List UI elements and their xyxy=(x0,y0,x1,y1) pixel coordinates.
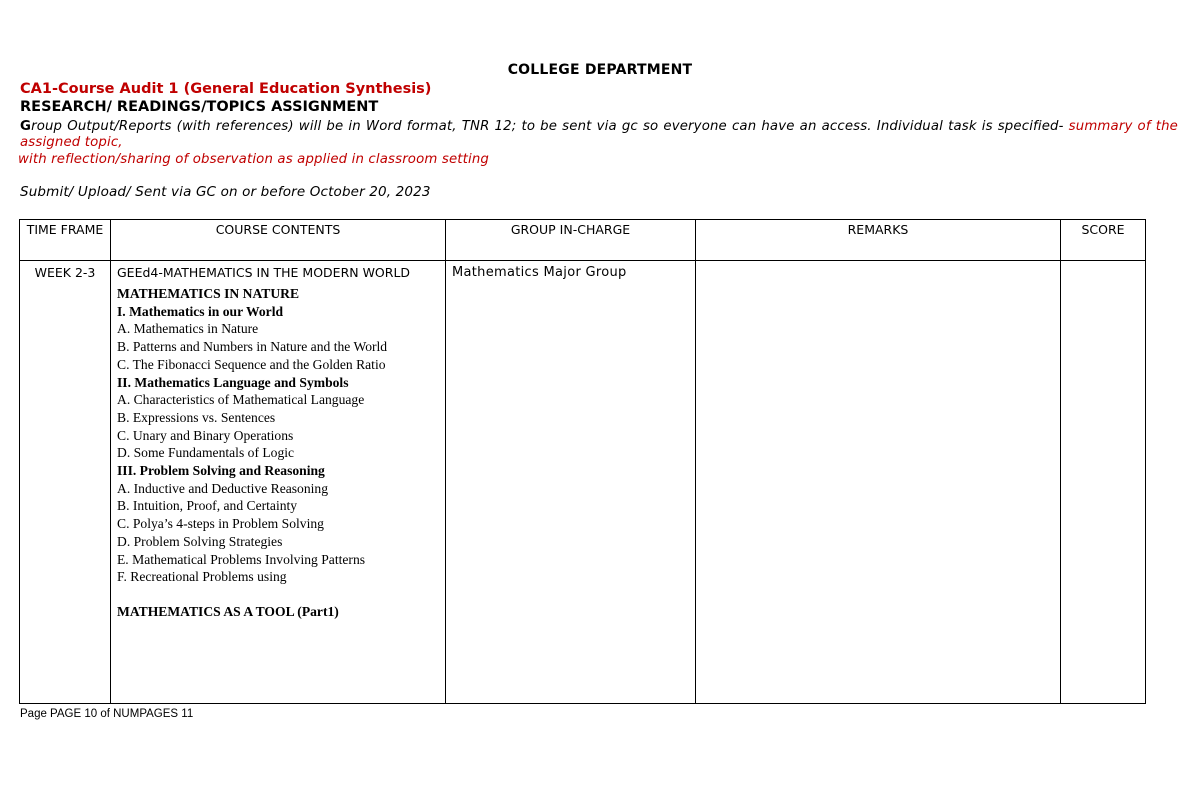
list-item: B. Expressions vs. Sentences xyxy=(117,409,276,425)
list-item: A. Inductive and Deductive Reasoning xyxy=(117,480,329,496)
department-heading: COLLEGE DEPARTMENT xyxy=(507,62,693,78)
header-course-contents xyxy=(111,220,446,261)
list-item: D. Problem Solving Strategies xyxy=(117,533,283,549)
table-row xyxy=(20,261,1146,704)
instructions-red-part1: summary of the assigned topic, xyxy=(20,119,1178,150)
list-item: E. Mathematical Problems Involving Patterns xyxy=(117,551,366,567)
course-code: GEEd4-MATHEMATICS IN THE MODERN WORLD xyxy=(117,265,411,280)
instructions-red-part2: with reflection/sharing of observation as applied in classroom setting xyxy=(18,152,490,167)
header-time-frame-label: TIME FRAME xyxy=(26,222,104,237)
header-remarks xyxy=(696,220,1061,261)
course-contents-cell xyxy=(111,261,446,704)
header-course-contents-label: COURSE CONTENTS xyxy=(215,222,341,237)
header-score xyxy=(1061,220,1146,261)
list-item: MATHEMATICS AS A TOOL (Part1) xyxy=(117,603,339,619)
score-cell xyxy=(1061,261,1146,704)
instructions-paragraph xyxy=(20,119,1178,151)
list-item: I. Mathematics in our World xyxy=(117,303,284,319)
list-item: A. Characteristics of Mathematical Language xyxy=(117,392,365,408)
assignment-table xyxy=(19,219,1146,704)
course-audit-title: CA1-Course Audit 1 (General Education Synthesis) xyxy=(20,81,432,97)
list-item: C. The Fibonacci Sequence and the Golden Ratio xyxy=(117,356,386,372)
list-item: C. Unary and Binary Operations xyxy=(117,427,294,443)
group-in-charge-cell: Mathematics Major Group xyxy=(446,261,696,704)
list-item: C. Polya’s 4-steps in Problem Solving xyxy=(117,516,324,532)
list-item: A. Mathematics in Nature xyxy=(117,321,259,337)
header-group-in-charge xyxy=(446,220,696,261)
instructions-lead-letter: G xyxy=(20,119,32,134)
list-item: II. Mathematics Language and Symbols xyxy=(117,374,349,390)
table-header-row xyxy=(20,220,1146,261)
list-item: III. Problem Solving and Reasoning xyxy=(117,463,325,479)
list-item: D. Some Fundamentals of Logic xyxy=(117,445,295,461)
list-item: F. Recreational Problems using xyxy=(117,569,287,585)
list-item: B. Patterns and Numbers in Nature and the World xyxy=(117,339,388,355)
time-frame-cell: WEEK 2-3 xyxy=(20,261,111,704)
header-remarks-label: REMARKS xyxy=(847,222,909,237)
assignment-title: RESEARCH/ READINGS/TOPICS ASSIGNMENT xyxy=(20,99,379,115)
instructions-text: roup Output/Reports (with references) will be in Word format, TNR 12; to be sent via gc so everyone can have an access. Individual task is specified- xyxy=(31,119,1064,134)
list-item xyxy=(117,586,439,603)
header-score-label: SCORE xyxy=(1081,222,1125,237)
submission-deadline: Submit/ Upload/ Sent via GC on or before October 20, 2023 xyxy=(20,184,431,200)
page-footer: Page PAGE 10 of NUMPAGES 11 xyxy=(20,708,194,720)
list-item: MATHEMATICS IN NATURE xyxy=(117,286,300,301)
header-time-frame xyxy=(20,220,111,261)
list-item: B. Intuition, Proof, and Certainty xyxy=(117,498,298,514)
topics-list xyxy=(117,285,439,621)
remarks-cell xyxy=(696,261,1061,704)
header-group-in-charge-label: GROUP IN-CHARGE xyxy=(510,222,631,237)
